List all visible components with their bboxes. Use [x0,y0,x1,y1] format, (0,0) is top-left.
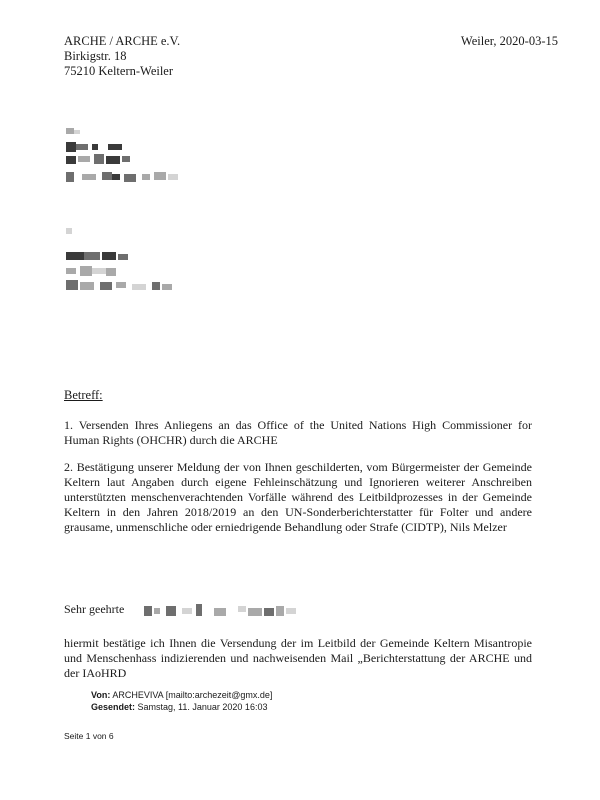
sender-city: 75210 Keltern-Weiler [64,64,174,78]
letter-date: Weiler, 2020-03-15 [460,34,558,48]
redacted-recipient-details [62,228,192,298]
sent-label: Gesendet: [91,702,136,712]
salutation: Sehr geehrte [64,602,125,616]
from-value: ARCHEVIVA [mailto:archezeit@gmx.de] [112,690,273,700]
sender-name: ARCHE / ARCHE e.V. [64,34,181,48]
sender-street: Birkigstr. 18 [64,49,127,63]
letter-body: hiermit bestätige ich Ihnen die Versendung der im Leitbild der Gemeinde Keltern Misantropie und Menschenhass indizierenden und nachweisenden Mail „Berichterstattung der ARCHE und der IAoHRD [64,636,532,680]
redacted-addressee-name [140,600,310,622]
from-label: Von: [91,690,111,700]
sent-value: Samstag, 11. Januar 2020 16:03 [137,702,268,712]
sender-address [64,34,180,79]
subject-label: Betreff: [64,388,103,402]
page-number: Seite 1 von 6 [64,731,114,741]
subject-item-1: 1. Versenden Ihres Anliegens an das Office of the United Nations High Commissioner for Human Rights (OHCHR) durch die ARCHE [64,418,532,447]
email-header [91,689,272,713]
subject-item-2: 2. Bestätigung unserer Meldung der von Ihnen geschilderten, vom Bürgermeister der Gemeinde Keltern laut Angaben durch eigene Fehleinschätzung und Ignorieren weiterer Anschreiben unterstützten menschenverachtenden Vorfälle während des Leitbildprozesses in der Gemeinde Keltern in den Jahren 2018/2019 an den UN-Sonderberichterstatter für Folter und andere grausame, unmenschliche oder erniedrigende Behandlung oder Strafe (CIDTP), Nils Melzer [64,460,532,534]
redacted-recipient-address [62,128,202,188]
